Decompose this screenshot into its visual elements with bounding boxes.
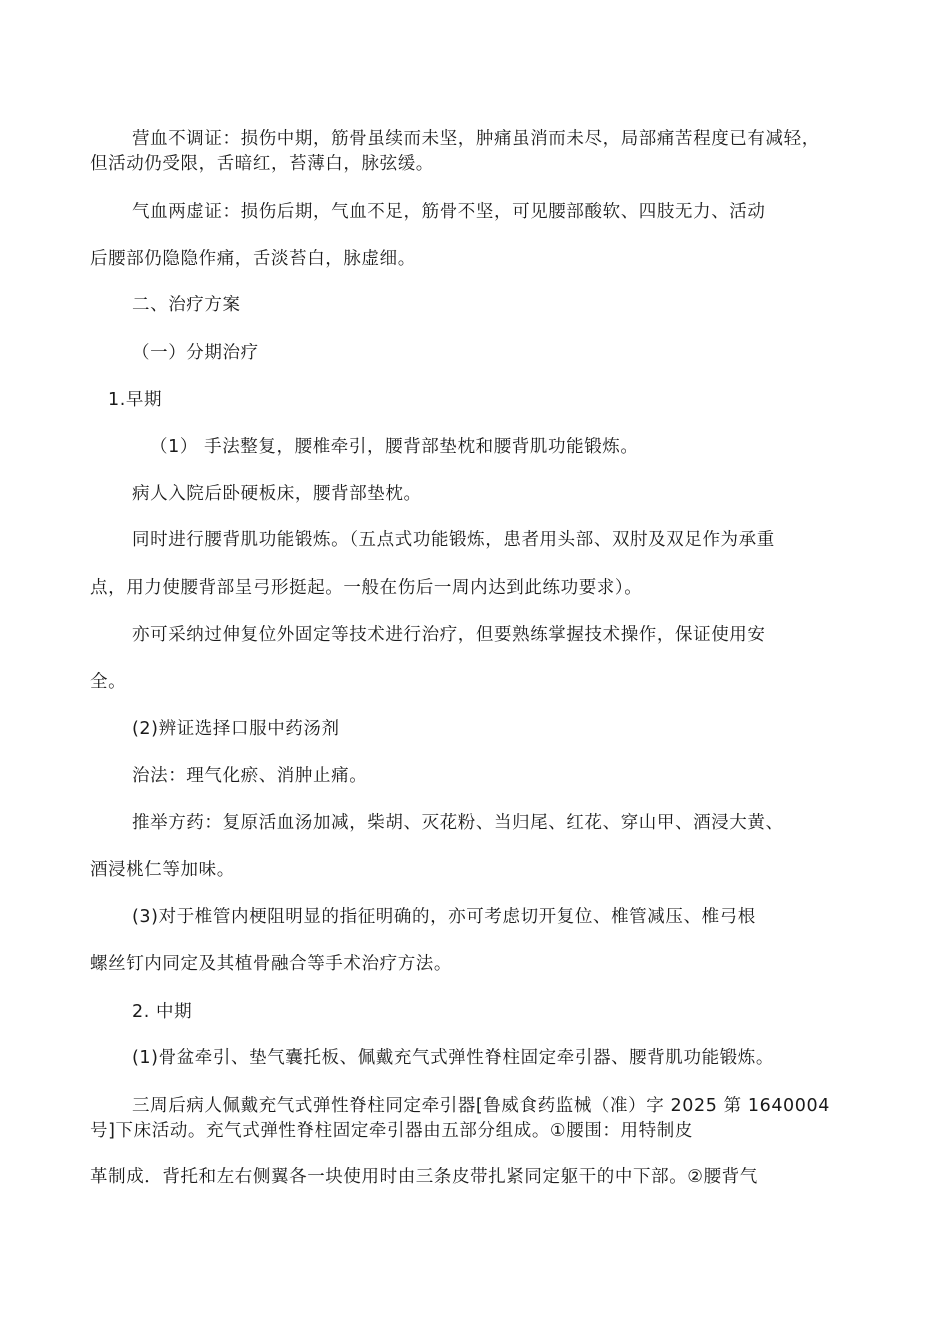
text-line: 三周后病人佩戴充气式弹性脊柱同定牵引器[鲁威食药监械（准）字 2025 第 1640004 (132, 1096, 830, 1116)
text-line: 治法：理气化瘀、消肿止痛。 (132, 766, 368, 786)
item-heading: 1.早期 (108, 390, 163, 410)
item-heading: (2)辨证选择口服中药汤剂 (132, 719, 340, 739)
text-line: 但活动仍受限，舌暗红，苔薄白，脉弦缓。 (90, 154, 434, 174)
text-line: 酒浸桃仁等加味。 (90, 860, 235, 880)
text-line: 推举方药：复原活血汤加减，柴胡、灭花粉、当归尾、红花、穿山甲、酒浸大黄、 (132, 813, 784, 833)
text-line: 营血不调证：损伤中期，筋骨虽续而未坚，肿痛虽消而未尽，局部痛苦程度已有减轻， (132, 129, 820, 149)
subsection-heading: （一）分期治疗 (132, 343, 259, 363)
text-line: 点，用力使腰背部呈弓形挺起。一般在伤后一周内达到此练功要求）。 (90, 578, 643, 598)
text-line: 病人入院后卧硬板床，腰背部垫枕。 (132, 484, 422, 504)
section-heading: 二、治疗方案 (132, 295, 241, 315)
text-line: （1） 手法整复，腰椎牵引，腰背部垫枕和腰背肌功能锻炼。 (150, 437, 639, 457)
text-line: 号]下床活动。充气式弹性脊柱固定牵引器由五部分组成。①腰围：用特制皮 (90, 1121, 693, 1141)
text-line: 亦可采纳过伸复位外固定等技术进行治疗，但要熟练掌握技术操作，保证使用安 (132, 625, 766, 645)
text-line: 后腰部仍隐隐作痛，舌淡苔白，脉虚细。 (90, 249, 416, 269)
text-line: (1)骨盆牵引、垫气囊托板、佩戴充气式弹性脊柱固定牵引器、腰背肌功能锻炼。 (132, 1048, 774, 1068)
text-line: (3)对于椎管内梗阻明显的指征明确的，亦可考虑切开复位、椎管减压、椎弓根 (132, 907, 756, 927)
text-line: 全。 (90, 672, 127, 692)
text-line: 气血两虚证：损伤后期，气血不足，筋骨不坚，可见腰部酸软、四肢无力、活动 (132, 202, 766, 222)
text-line: 螺丝钉内同定及其植骨融合等手术治疗方法。 (90, 954, 452, 974)
text-line: 同时进行腰背肌功能锻炼。（五点式功能锻炼，患者用头部、双肘及双足作为承重 (132, 530, 775, 550)
text-line: 革制成．背托和左右侧翼各一块使用时由三条皮带扎紧同定躯干的中下部。②腰背气 (90, 1167, 758, 1187)
item-heading: 2. 中期 (132, 1002, 193, 1022)
